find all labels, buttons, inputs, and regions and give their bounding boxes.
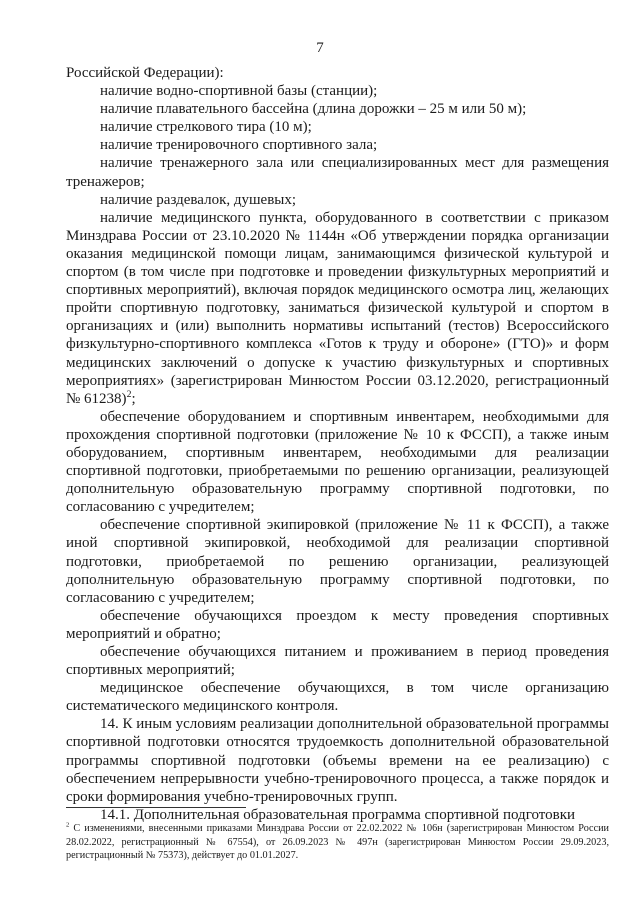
paragraph: наличие водно-спортивной базы (станции);	[100, 83, 378, 100]
paragraph: наличие тренажерного зала или специализированных мест для размещения тренажеров;	[66, 155, 609, 190]
footnote-text: С изменениями, внесенными приказами Минздрава России от 22.02.2022 № 106н (зарегистрирован Минюстом России 28.02.2022, регистрационный № 67554), от 26.09.2023 № 497н (зарегистрирован Минюстом России 29.09.2023, регистрационный № 75373), действует до 01.01.2027.	[66, 823, 609, 862]
page-number: 7	[316, 40, 324, 56]
paragraph: обеспечение обучающихся проездом к месту проведения спортивных мероприятий и обратно;	[66, 607, 609, 642]
paragraph-tail: ;	[131, 390, 136, 407]
paragraph: медицинское обеспечение обучающихся, в том числе организацию систематического медицинского контроля.	[66, 680, 609, 715]
paragraph: обеспечение обучающихся питанием и проживанием в период проведения спортивных мероприятий;	[66, 644, 609, 679]
paragraph: обеспечение оборудованием и спортивным инвентарем, необходимыми для прохождения спортивной подготовки (приложение № 10 к ФССП), а также иным оборудованием, спортивным инвентарем, необходимыми для реализации спортивной подготовки, приобретаемыми по решению организации, реализующей дополнительную образовательную программу спортивной подготовки, по согласованию с учредителем;	[66, 408, 609, 516]
paragraph: наличие тренировочного спортивного зала;	[100, 137, 378, 154]
paragraph: 14.1. Дополнительная образовательная программа спортивной подготовки	[100, 806, 576, 823]
footnote-reference[interactable]: 2	[126, 388, 132, 400]
paragraph-with-footnote-ref	[66, 209, 609, 408]
paragraph: Российской Федерации):	[66, 65, 224, 81]
paragraph: наличие стрелкового тира (10 м);	[100, 119, 312, 136]
paragraph: 14. К иным условиям реализации дополнительной образовательной программы спортивной подготовки относятся трудоемкость дополнительной образовательной программы спортивной подготовки (объемы времени на ее реализацию) с обеспечением непрерывности учебно-тренировочного процесса, а также порядок и сроки формирования учебно-тренировочных групп.	[66, 716, 609, 805]
footnote-divider	[66, 807, 246, 808]
body-text	[66, 64, 609, 824]
footnote	[66, 822, 609, 863]
paragraph: наличие плавательного бассейна (длина дорожки – 25 м или 50 м);	[100, 101, 527, 118]
paragraph-text: наличие медицинского пункта, оборудованного в соответствии с приказом Минздрава России от 23.10.2020 № 1144н «Об утверждении порядка организации оказания медицинской помощи лицам, занимающимся физической культурой и спортом (в том числе при подготовке и проведении физкультурных мероприятий и спортивных мероприятий), включая порядок медицинского осмотра лиц, желающих пройти спортивную подготовку, заниматься физической культурой и спортом в организациях и (или) выполнить нормативы испытаний (тестов) Всероссийского физкультурно-спортивного комплекса «Готов к труду и обороне» (ГТО)» и форм медицинских заключений о допуске к участию физкультурных и спортивных мероприятиях» (зарегистрирован Минюстом России 03.12.2020, регистрационный № 61238)	[66, 209, 609, 407]
paragraph: наличие раздевалок, душевых;	[100, 191, 297, 208]
paragraph: обеспечение спортивной экипировкой (приложение № 11 к ФССП), а также иной спортивной экипировкой, необходимой для реализации спортивной подготовки, приобретаемой по решению организации, реализующей дополнительную образовательную программу спортивной подготовки, по согласованию с учредителем;	[66, 517, 609, 606]
footnote-marker: 2	[66, 821, 70, 829]
